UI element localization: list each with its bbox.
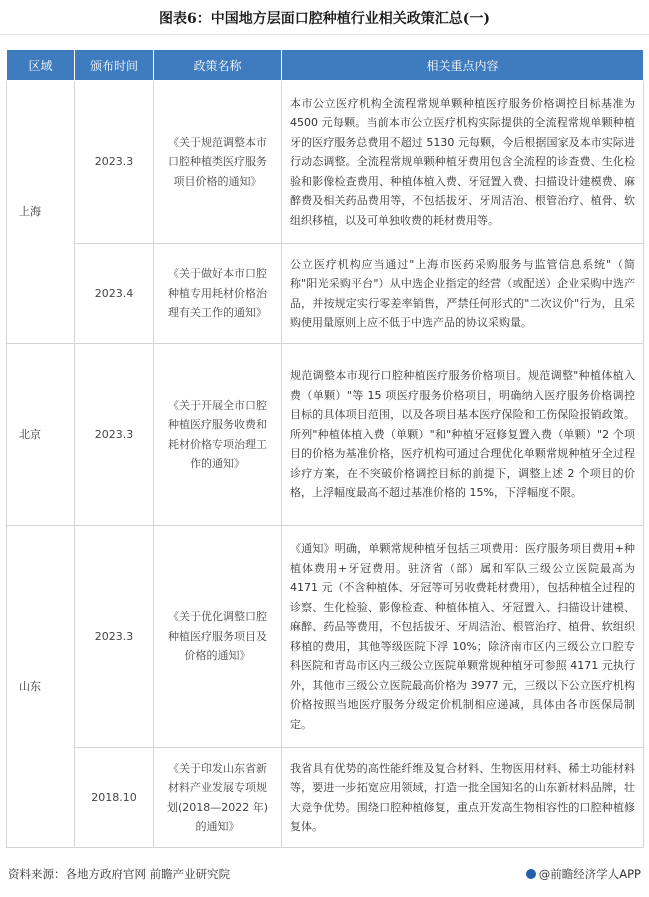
chart-title: 图表6：中国地方层面口腔种植行业相关政策汇总(一) <box>159 11 490 27</box>
table-row <box>7 748 644 848</box>
table-row <box>7 526 644 748</box>
policy-table <box>6 49 644 848</box>
title-divider <box>0 34 649 35</box>
source-note: 资料来源：各地方政府官网 前瞻产业研究院 <box>8 867 231 881</box>
date-cell: 2023.4 <box>75 244 154 344</box>
policy-name-cell: 《关于做好本市口腔种植专用耗材价格治理有关工作的通知》 <box>154 244 282 344</box>
content-cell: 《通知》明确，单颗常规种植牙包括三项费用：医疗服务项目费用+种植体费用+牙冠费用。驻济省（部）属和军队三级公立医院最高为 4171 元（不含种植体、牙冠等可另收费耗材费用），包括种植全过程的诊察、生化检验、影像检查、种植体植入、牙冠置入、扫描设计建模、麻醉、药品等费用，不包括拔牙、牙周洁治、根管治疗、植骨、软组织移植的费用，其他等级医院下浮 10%；除济南市区内三级公立口腔专科医院和青岛市区内三级公立医院单颗常规种植牙可参照 4171 元执行外，其他市三级公立医院最高价格为 3977 元，三级以下公立医疗机构价格按照当地医疗服务分级定价机制相应递减，具体由各市医保局制定。 <box>282 526 644 748</box>
policy-name-cell: 《关于规范调整本市口腔种植类医疗服务项目价格的通知》 <box>154 81 282 244</box>
date-cell: 2023.3 <box>75 81 154 244</box>
date-cell: 2023.3 <box>75 344 154 526</box>
region-cell: 北京 <box>7 344 75 526</box>
policy-name-cell: 《关于印发山东省新材料产业发展专项规划(2018—2022 年)的通知》 <box>154 748 282 848</box>
table-row <box>7 244 644 344</box>
table-row <box>7 344 644 526</box>
content-cell: 规范调整本市现行口腔种植医疗服务价格项目。规范调整"种植体植入费（单颗）"等 15 项医疗服务价格项目，明确纳入医疗服务价格调控目标的具体项目范围，以及各项目基本医疗保险和工伤保险报销政策。所列"种植体植入费（单颗）"和"种植牙冠修复置入费（单颗）"2 个项目的价格为基准价格，医疗机构可通过合理优化单颗常规种植牙全过程诊疗方案，在不突破价格调控目标的前提下，调整上述 2 个项目的价格，上浮幅度最高不超过基准价格的 15%，下浮幅度不限。 <box>282 344 644 526</box>
header-policy-name: 政策名称 <box>154 50 282 81</box>
region-cell: 上海 <box>7 81 75 344</box>
policy-name-cell: 《关于优化调整口腔种植医疗服务项目及价格的通知》 <box>154 526 282 748</box>
date-cell: 2018.10 <box>75 748 154 848</box>
region-cell: 山东 <box>7 526 75 848</box>
brand-logo-icon <box>526 869 536 879</box>
table-row <box>7 81 644 244</box>
brand-label: @前瞻经济学人APP <box>538 867 641 881</box>
brand-credit <box>526 866 641 882</box>
content-cell: 我省具有优势的高性能纤维及复合材料、生物医用材料、稀土功能材料等，要进一步拓宽应用领域，打造一批全国知名的山东新材料品牌，壮大竞争优势。围绕口腔种植修复，重点开发高生物相容性的口腔种植修复体。 <box>282 748 644 848</box>
date-cell: 2023.3 <box>75 526 154 748</box>
table-header-row <box>7 50 644 81</box>
policy-name-cell: 《关于开展全市口腔种植医疗服务收费和耗材价格专项治理工作的通知》 <box>154 344 282 526</box>
content-cell: 本市公立医疗机构全流程常规单颗种植医疗服务价格调控目标基准为 4500 元每颗。当前本市公立医疗机构实际提供的全流程常规单颗种植牙的医疗服务总费用不超过 5130 元每颗，今后根据国家及本市实际进行动态调整。全流程常规单颗种植牙费用包含全流程的诊查费、生化检验和影像检查费用、种植体植入费、牙冠置入费、扫描设计建模费、麻醉费及相关药品费用等，不包括拔牙、牙周洁治、根管治疗、植骨、软组织移植，以及可单独收费的耗材费用等。 <box>282 81 644 244</box>
header-key-content: 相关重点内容 <box>282 50 644 81</box>
header-region: 区域 <box>7 50 75 81</box>
content-cell: 公立医疗机构应当通过"上海市医药采购服务与监管信息系统"（简称"阳光采购平台"）从中选企业指定的经营（或配送）企业采购中选产品，并按规定实行零差率销售，严禁任何形式的"二次议价"行为，且采购使用量原则上应不低于中选产品的协议采购量。 <box>282 244 644 344</box>
header-date: 颁布时间 <box>75 50 154 81</box>
